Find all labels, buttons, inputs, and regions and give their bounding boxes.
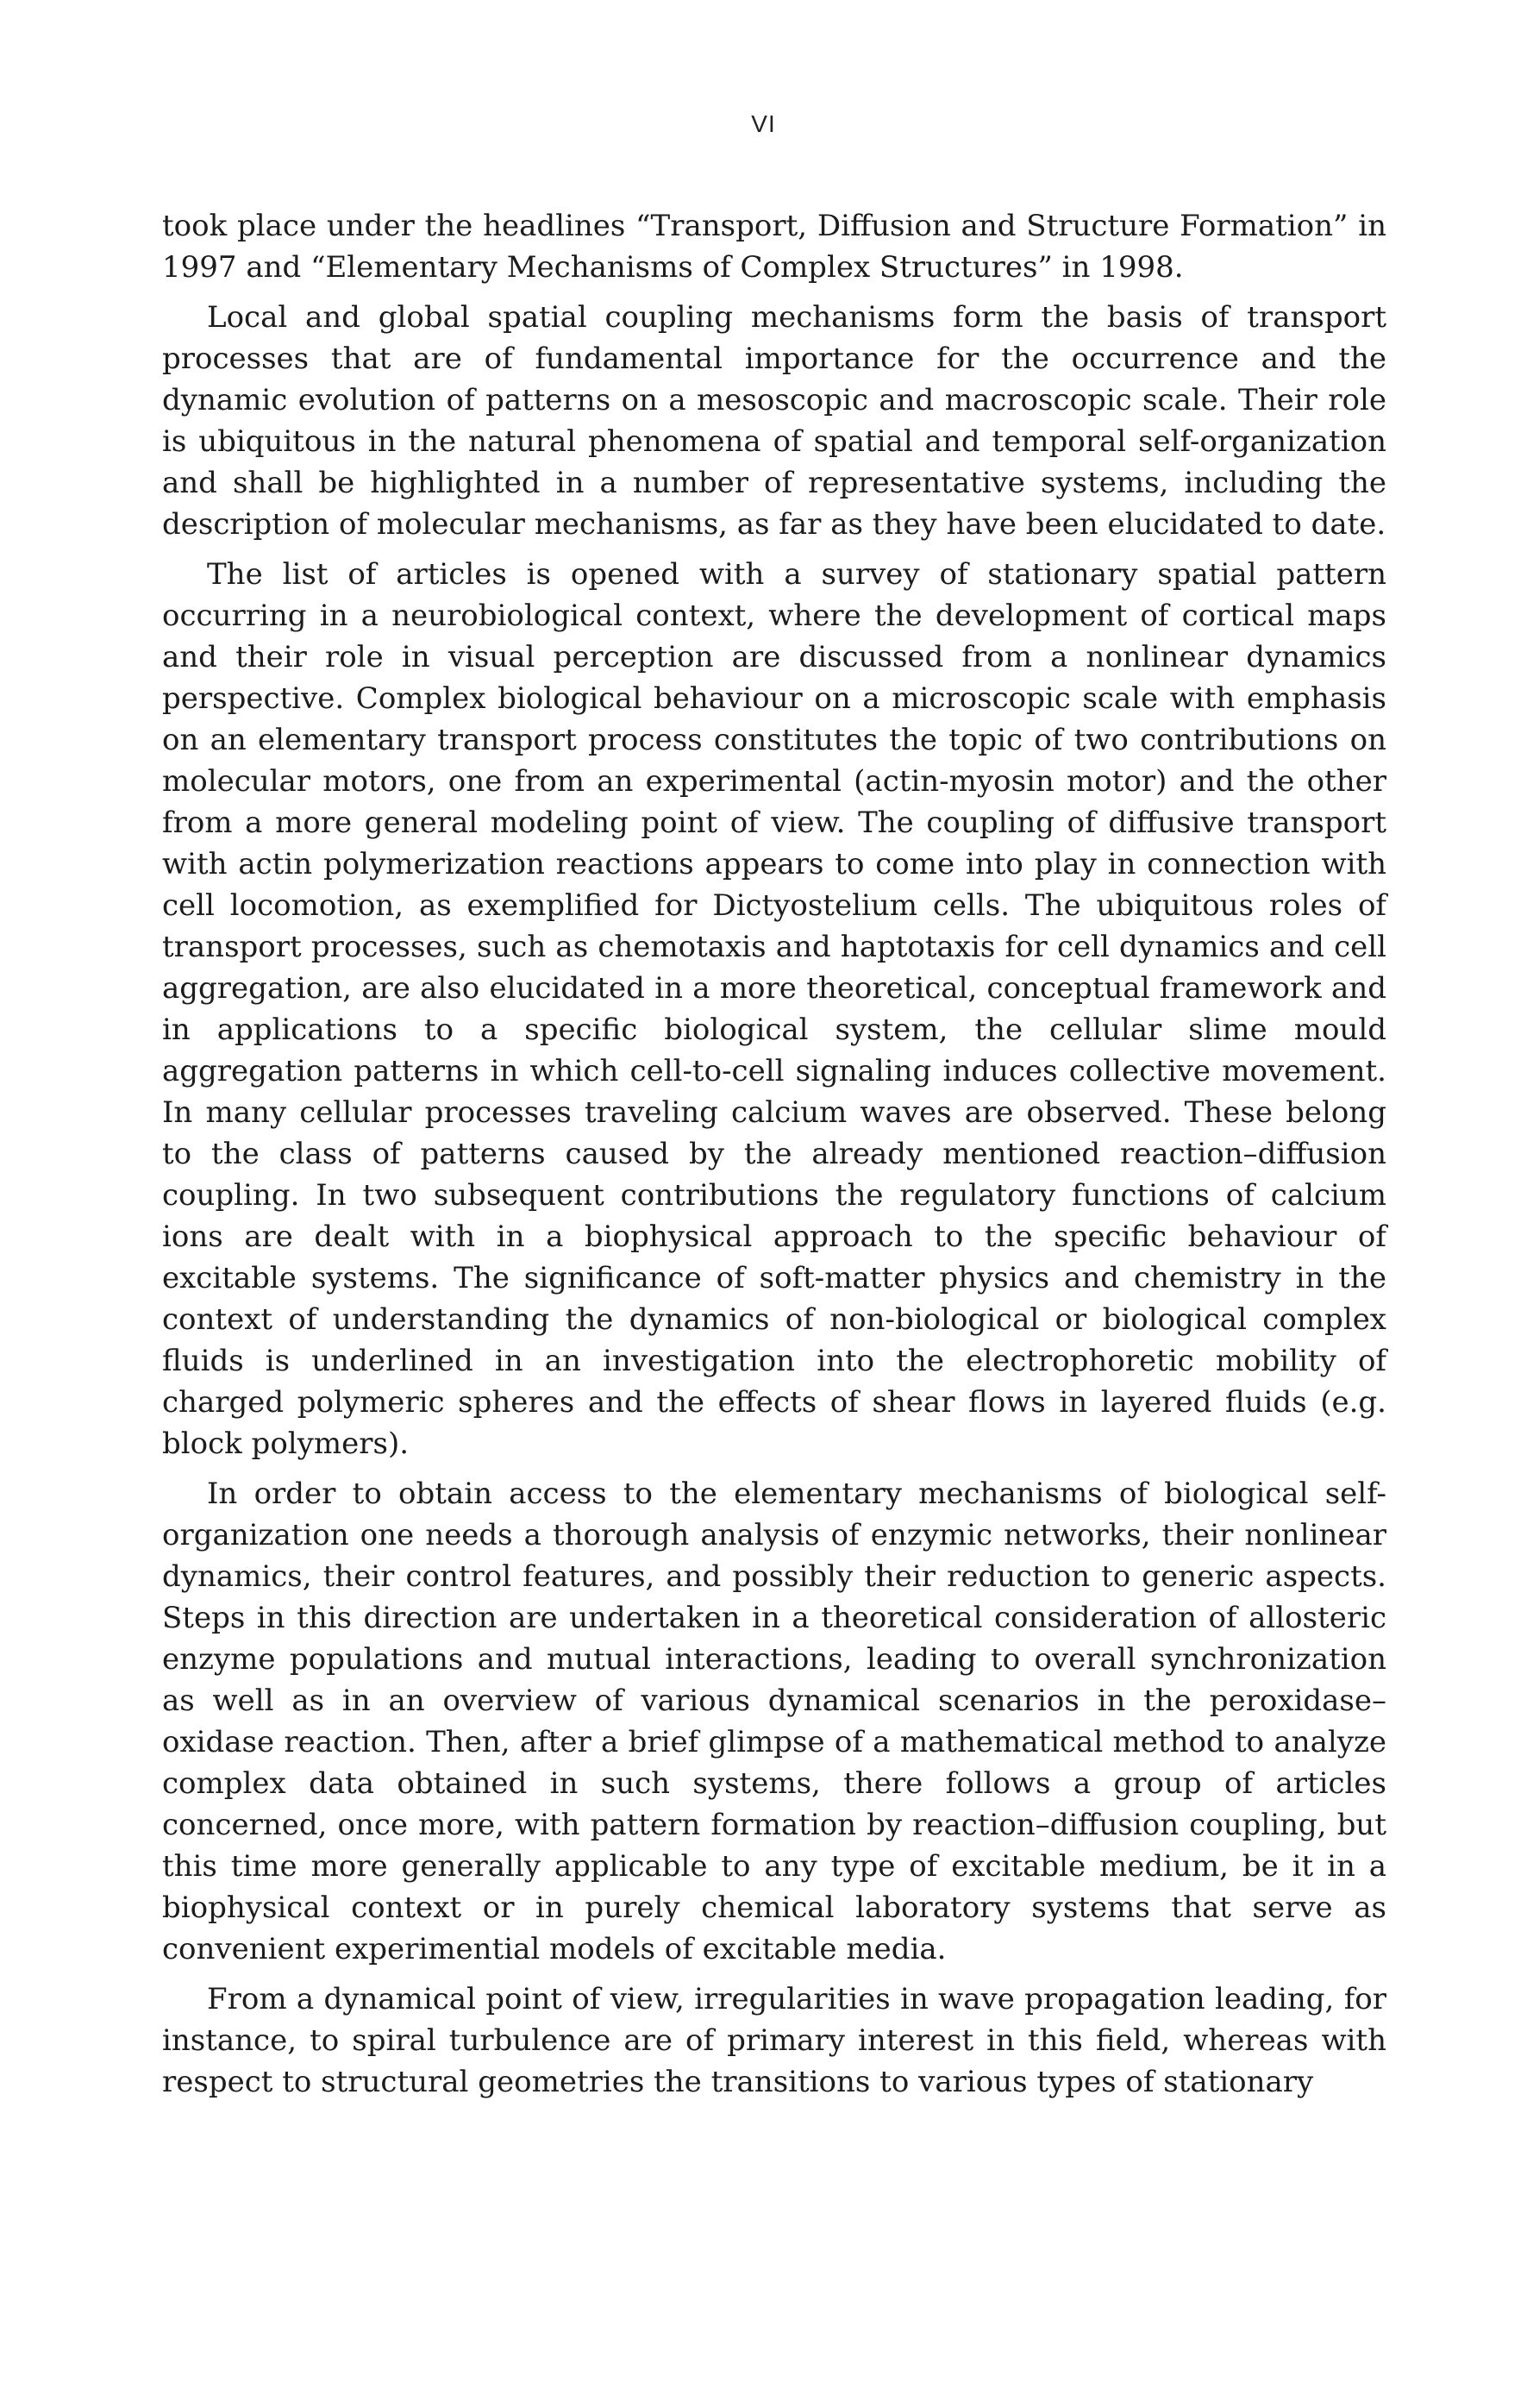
- paragraph-list-of-articles: The list of articles is opened with a survey of stationary spatial pattern occurring in a neurobiological context, where the development of cortical maps and their role in visual perception are discussed from a nonlinear dynamics perspective. Complex biological behaviour on a microscopic scale with emphasis on an elementary transport process constitutes the topic of two contributions on molecular motors, one from an experimental (actin-myosin motor) and the other from a more general modeling point of view. The coupling of diffusive transport with actin polymerization reactions appears to come into play in connection with cell locomotion, as exemplified for Dictyostelium cells. The ubiquitous roles of transport processes, such as chemotaxis and haptotaxis for cell dynamics and cell aggregation, are also elucidated in a more theoretical, conceptual framework and in applications to a specific biological system, the cellular slime mould aggregation patterns in which cell-to-cell signaling induces collective movement. In many cellular processes traveling calcium waves are observed. These belong to the class of patterns caused by the already mentioned reaction–diffusion coupling. In two subsequent contributions the regulatory functions of calcium ions are dealt with in a biophysical approach to the specific behaviour of excitable systems. The significance of soft-matter physics and chemistry in the context of understanding the dynamics of non-biological or biological complex fluids is underlined in an investigation into the electrophoretic mobility of charged polymeric spheres and the effects of shear flows in layered fluids (e.g. block polymers).: [162, 557, 1386, 1461]
- paragraph-enzymic-networks: In order to obtain access to the elementary mechanisms of biological self-organization one needs a thorough analysis of enzymic networks, their nonlinear dynamics, their control features, and possibly their reduction to generic aspects. Steps in this direction are undertaken in a theoretical consideration of allosteric enzyme populations and mutual interactions, leading to overall synchronization as well as in an overview of various dynamical scenarios in the peroxidase–oxidase reaction. Then, after a brief glimpse of a mathematical method to analyze complex data obtained in such systems, there follows a group of articles concerned, once more, with pattern formation by reaction–diffusion coupling, but this time more generally applicable to any type of excitable medium, be it in a biophysical context or in purely chemical laboratory systems that serve as convenient experimential models of excitable media.: [162, 1477, 1386, 1966]
- body-text: [162, 205, 1386, 2111]
- paragraph-wave-propagation: From a dynamical point of view, irregularities in wave propagation leading, for instance, to spiral turbulence are of primary interest in this field, whereas with respect to structural geometries the transitions to various types of stationary: [162, 1982, 1386, 2099]
- page-number: VI: [751, 110, 776, 137]
- paragraph-continuation: took place under the headlines “Transport, Diffusion and Structure Formation” in 1997 and “Elementary Mechanisms of Complex Structures” in 1998.: [162, 209, 1386, 285]
- paragraph-coupling-mechanisms: Local and global spatial coupling mechanisms form the basis of transport processes that are of fundamental importance for the occurrence and the dynamic evolution of patterns on a mesoscopic and macroscopic scale. Their role is ubiquitous in the natural phenomena of spatial and temporal self-organization and shall be highlighted in a number of representative systems, including the description of molecular mechanisms, as far as they have been elucidated to date.: [162, 300, 1386, 542]
